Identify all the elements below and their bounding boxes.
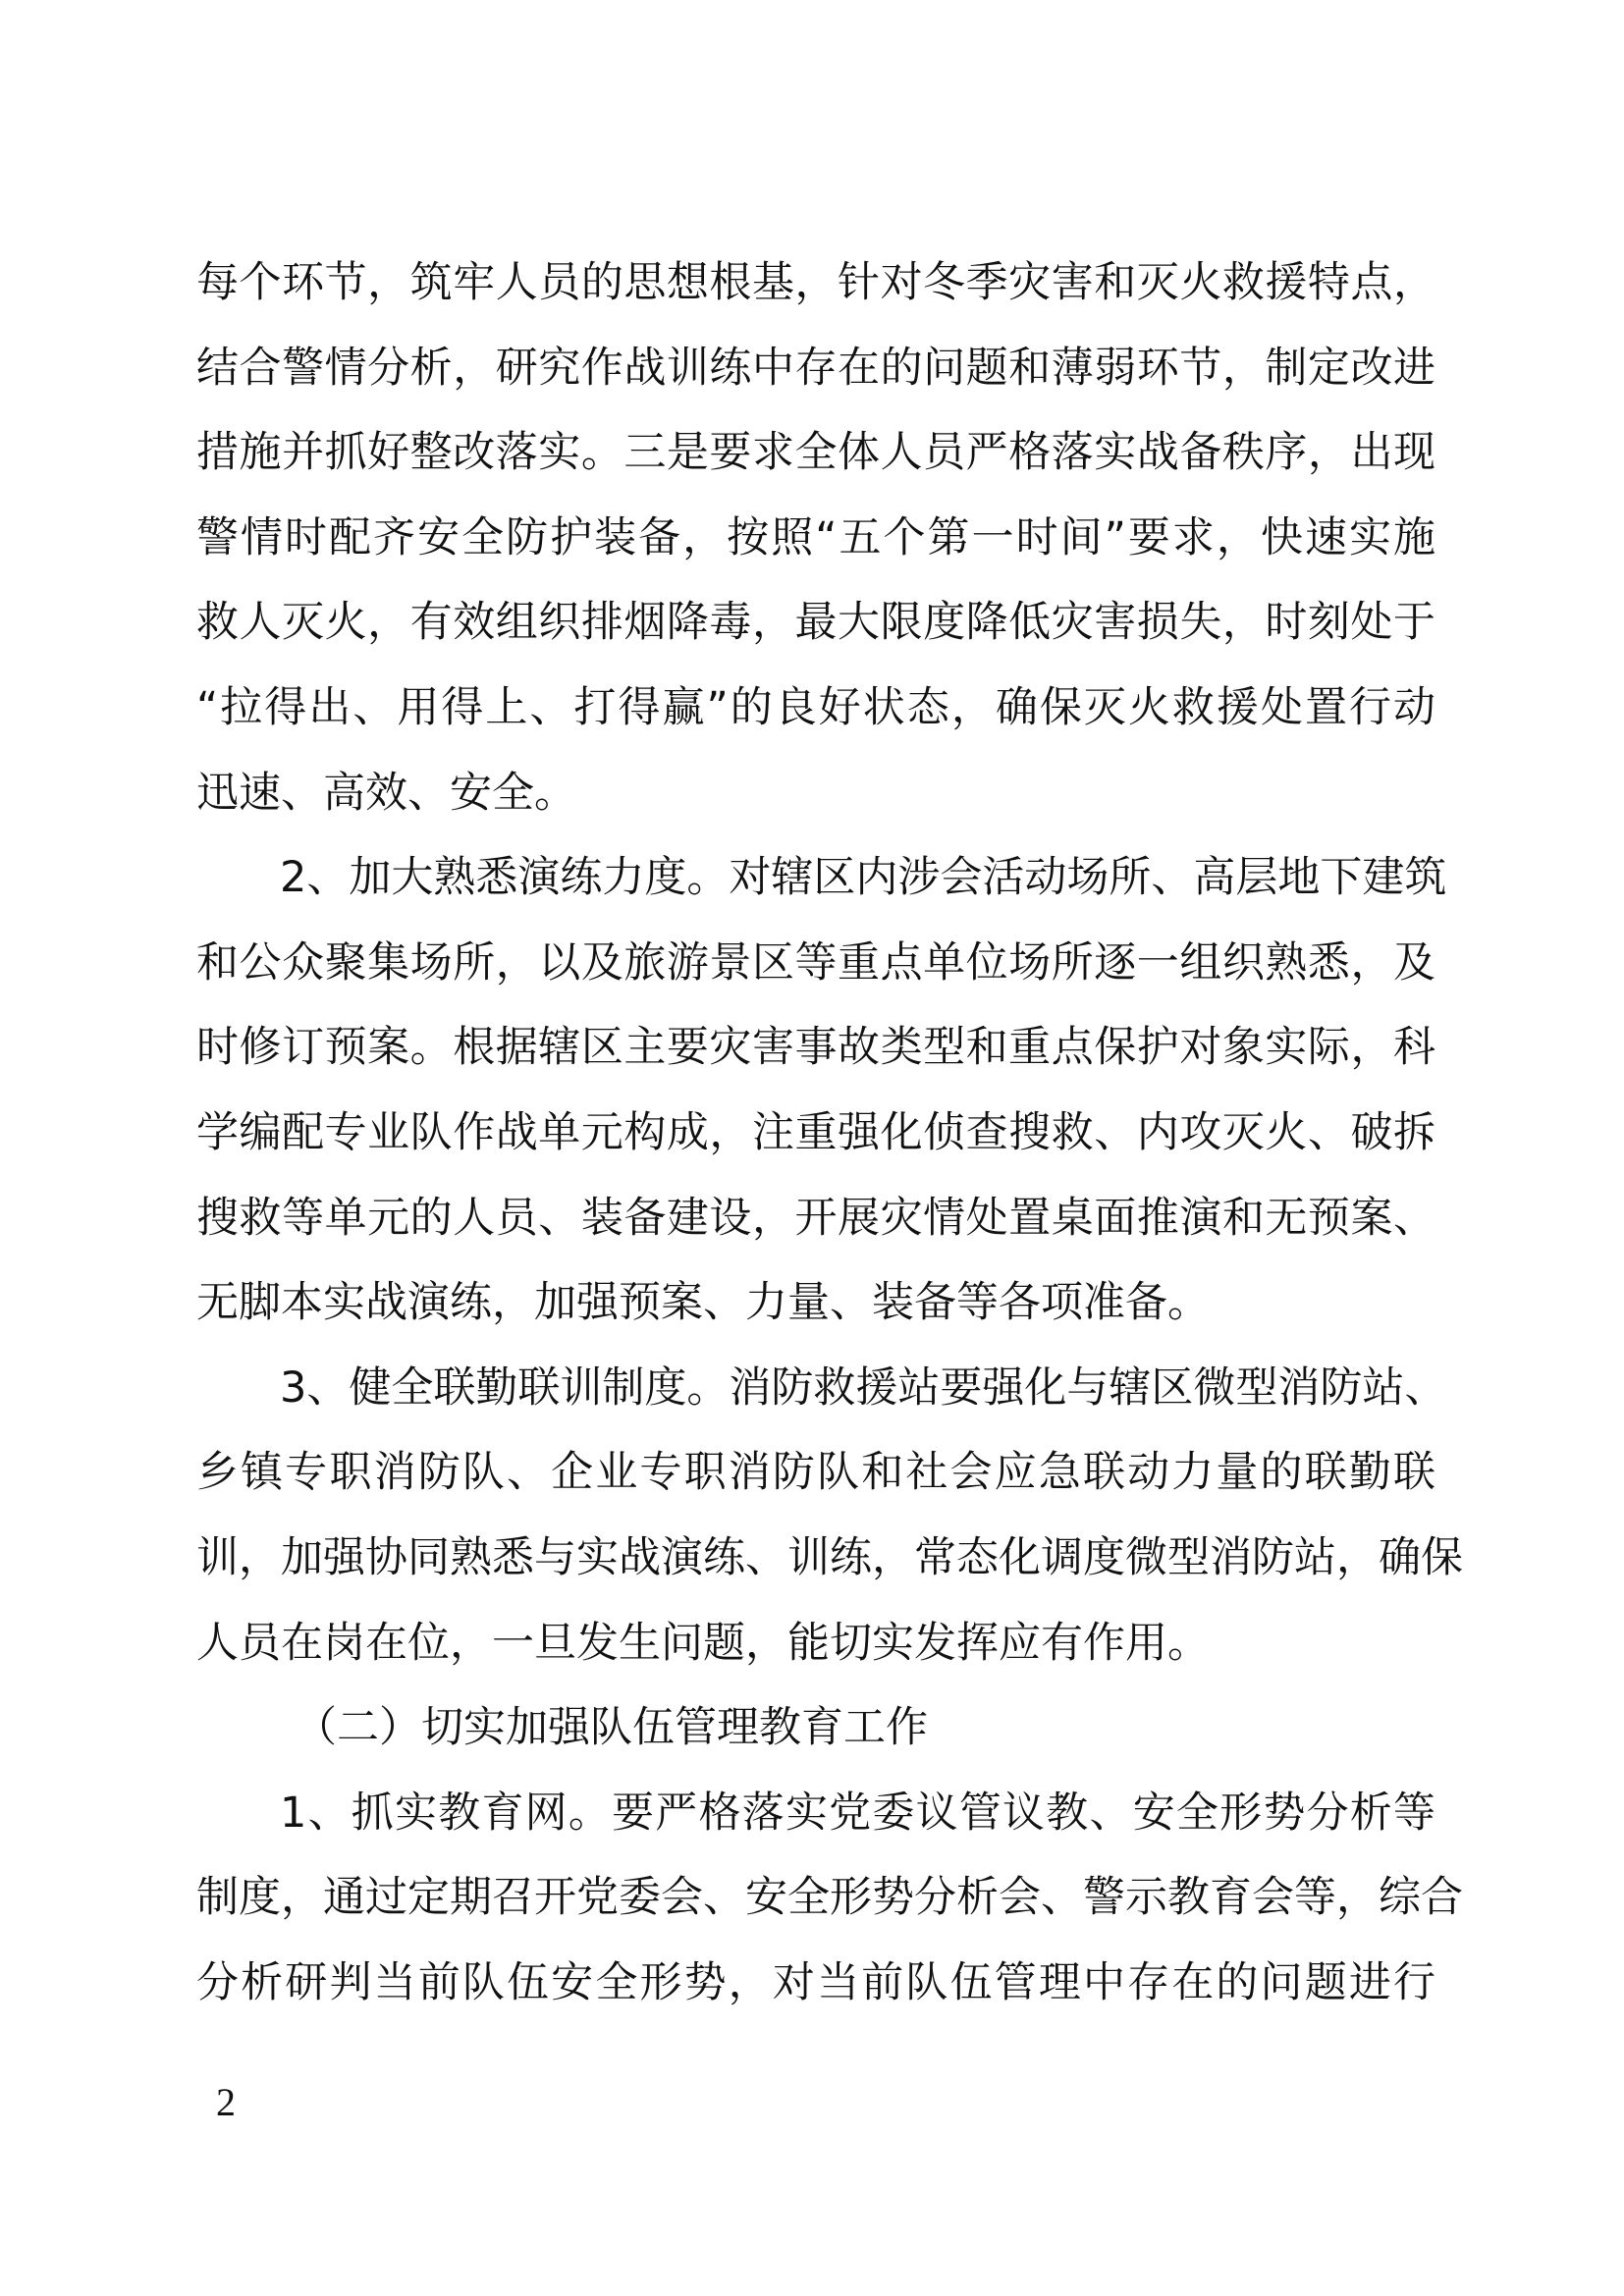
text-line: 时修订预案。根据辖区主要灾害事故类型和重点保护对象实际，科 (196, 1023, 1435, 1073)
text-line: 结合警情分析，研究作战训练中存在的问题和薄弱环节，制定改进 (196, 343, 1435, 393)
text-line: 2、加大熟悉演练力度。对辖区内涉会活动场所、高层地下建筑 (280, 853, 1447, 903)
text-line: 3、健全联勤联训制度。消防救援站要强化与辖区微型消防站、 (280, 1362, 1447, 1413)
text-line: 措施并抓好整改落实。三是要求全体人员严格落实战备秩序，出现 (196, 428, 1435, 478)
text-line: 警情时配齐安全防护装备，按照“五个第一时间”要求，快速实施 (196, 512, 1435, 562)
text-line: 1、抓实教育网。要严格落实党委议管议教、安全形势分析等 (280, 1788, 1435, 1838)
text-line: 救人灭火，有效组织排烟降毒，最大限度降低灾害损失，时刻处于 (196, 598, 1435, 648)
text-line: 和公众聚集场所，以及旅游景区等重点单位场所逐一组织熟悉，及 (196, 937, 1435, 988)
text-line: 每个环节，筑牢人员的思想根基，针对冬季灾害和灭火救援特点， (196, 258, 1435, 307)
text-line: 训，加强协同熟悉与实战演练、训练，常态化调度微型消防站，确保 (196, 1533, 1463, 1582)
text-line: 搜救等单元的人员、装备建设，开展灾情处置桌面推演和无预案、 (196, 1193, 1435, 1243)
text-line: 乡镇专职消防队、企业专职消防队和社会应急联动力量的联勤联 (196, 1448, 1435, 1498)
text-line: 无脚本实战演练，加强预案、力量、装备等各项准备。 (196, 1278, 1210, 1328)
text-line: 分析研判当前队伍安全形势，对当前队伍管理中存在的问题进行 (196, 1958, 1435, 2007)
text-line: 人员在岗在位，一旦发生问题，能切实发挥应有作用。 (196, 1618, 1210, 1668)
text-line: 迅速、高效、安全。 (196, 768, 576, 818)
text-line: 学编配专业队作战单元构成，注重强化侦查搜救、内攻灭火、破拆 (196, 1108, 1435, 1157)
text-line: “拉得出、用得上、打得赢”的良好状态，确保灭火救援处置行动 (196, 683, 1435, 732)
text-line: 制度，通过定期召开党委会、安全形势分析会、警示教育会等，综合 (196, 1873, 1463, 1923)
page-number: 2 (216, 2080, 236, 2124)
section-heading: （二）切实加强队伍管理教育工作 (295, 1703, 928, 1753)
